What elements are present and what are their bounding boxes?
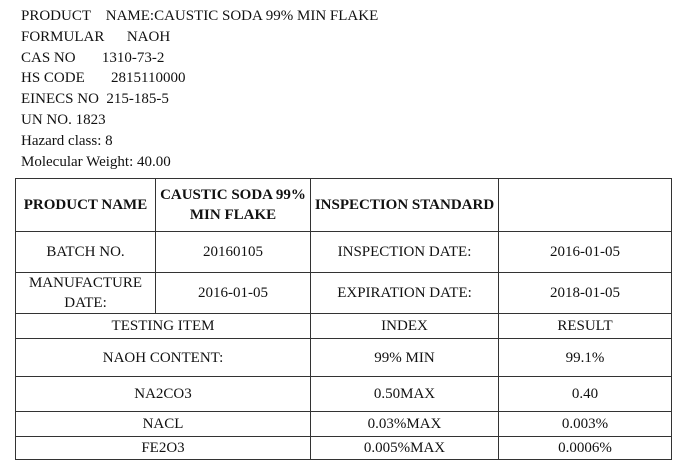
table-header-row [16,179,672,232]
info-un-no: UN NO. 1823 [21,111,106,128]
inspection-date-value: 2016-01-05 [499,232,672,273]
inspection-standard-value [499,179,672,232]
product-name-value: CAUSTIC SODA 99% MIN FLAKE [156,179,311,232]
index-header: INDEX [311,314,499,339]
testing-item-cell: NACL [16,412,311,437]
inspection-standard-label: INSPECTION STANDARD [311,179,499,232]
testing-item-cell: FE2O3 [16,437,311,460]
expiration-date-value: 2018-01-05 [499,273,672,314]
info-formula: FORMULAR NAOH [21,28,171,45]
expiration-date-label: EXPIRATION DATE: [311,273,499,314]
result-cell: 99.1% [499,339,672,377]
index-cell: 0.03%MAX [311,412,499,437]
batch-no-label: BATCH NO. [16,232,156,273]
table-row [16,273,672,314]
index-cell: 0.005%MAX [311,437,499,460]
product-name-label: PRODUCT NAME [16,179,156,232]
inspection-table [15,178,672,460]
info-product-name: PRODUCT NAME:CAUSTIC SODA 99% MIN FLAKE [21,8,379,24]
testing-item-header: TESTING ITEM [16,314,311,339]
info-hazard-class: Hazard class: 8 [21,132,113,149]
testing-item-cell: NAOH CONTENT: [16,339,311,377]
table-row [16,377,672,412]
manufacture-date-label: MANUFACTURE DATE: [16,273,156,314]
info-einecs-no: EINECS NO 215-185-5 [21,91,169,108]
result-cell: 0.003% [499,412,672,437]
table-row [16,232,672,273]
index-cell: 0.50MAX [311,377,499,412]
inspection-date-label: INSPECTION DATE: [311,232,499,273]
product-info-block [21,6,378,172]
table-column-header-row [16,314,672,339]
table-row [16,437,672,460]
table-row [16,339,672,377]
index-cell: 99% MIN [311,339,499,377]
result-cell: 0.0006% [499,437,672,460]
info-hs-code: HS CODE 2815110000 [21,70,186,87]
testing-item-cell: NA2CO3 [16,377,311,412]
result-header: RESULT [499,314,672,339]
info-molecular-weight: Molecular Weight: 40.00 [21,153,171,170]
info-cas-no: CAS NO 1310-73-2 [21,49,165,66]
table-row [16,412,672,437]
result-cell: 0.40 [499,377,672,412]
batch-no-value: 20160105 [156,232,311,273]
manufacture-date-value: 2016-01-05 [156,273,311,314]
